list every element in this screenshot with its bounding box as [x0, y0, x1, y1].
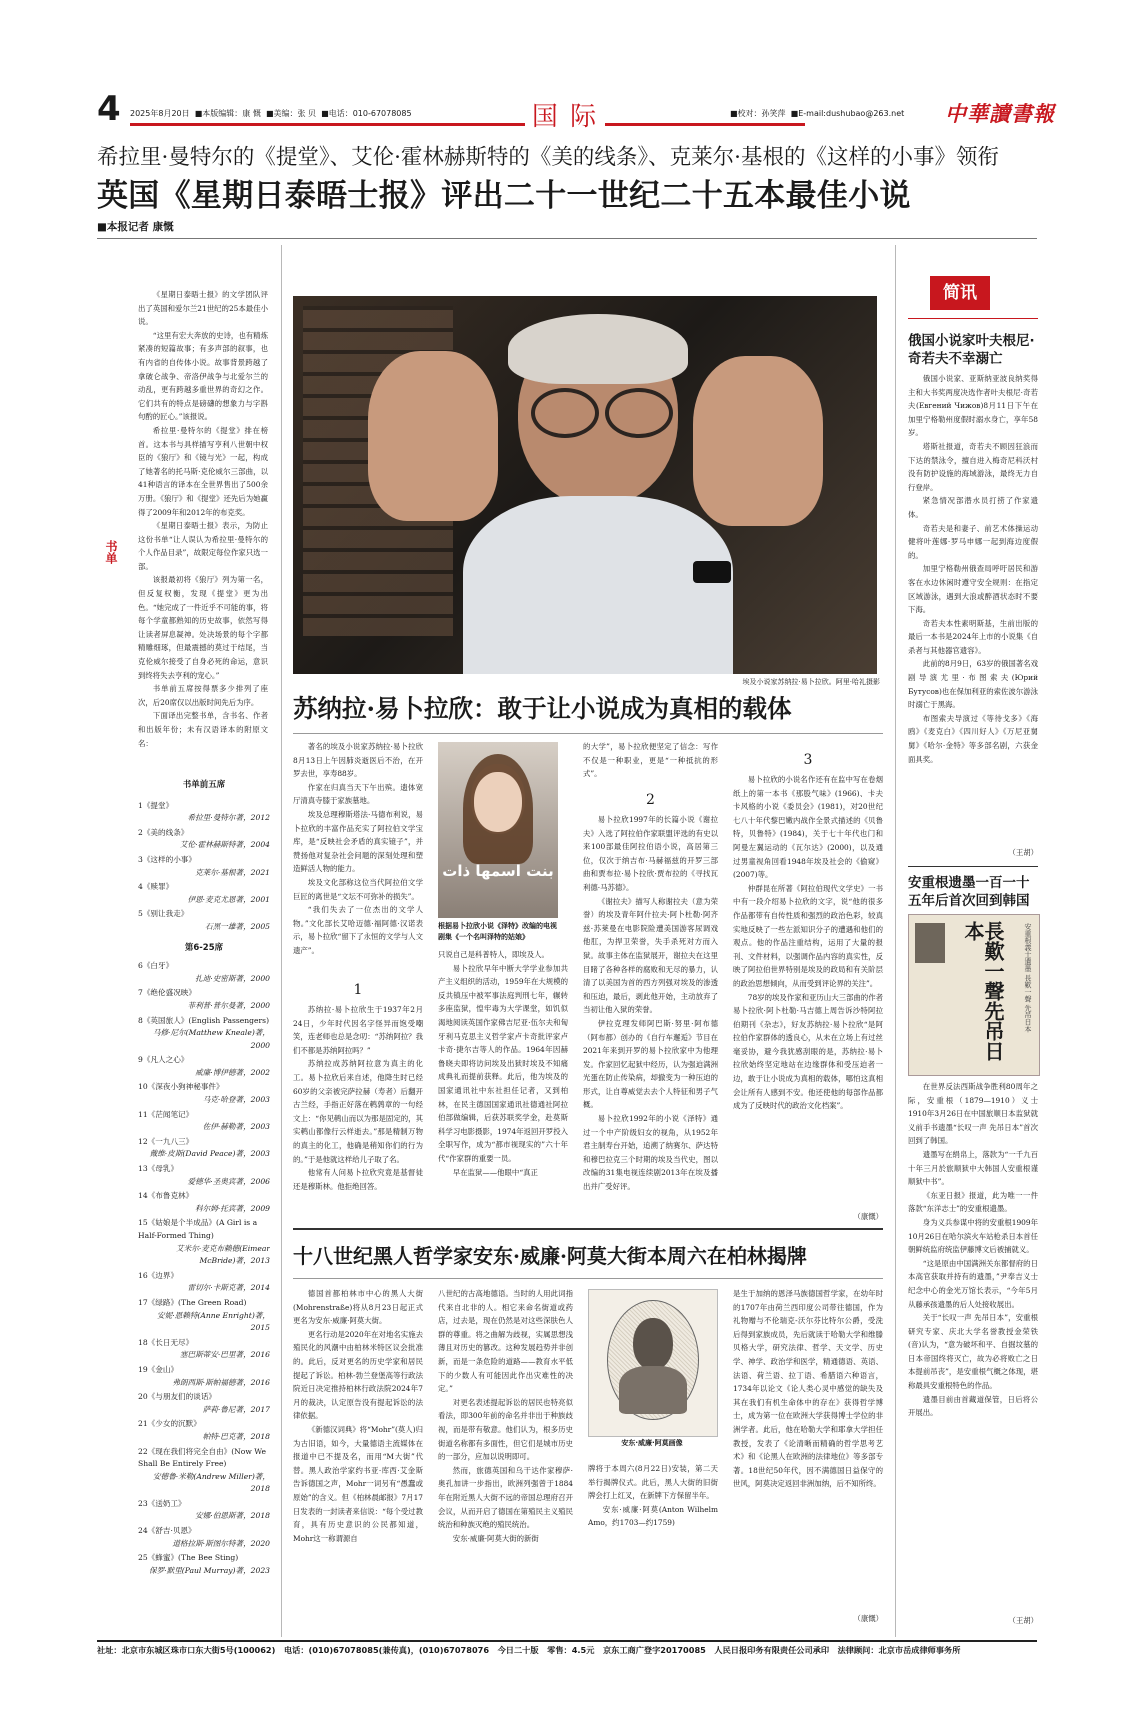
book-author: 爱德华·圣奥宾著，2006: [187, 1176, 270, 1186]
story2-paragraph: 安东·威廉·阿莫(Anton Wilhelm Amo，约1703—约1759): [588, 1504, 718, 1528]
header-designer: ■美编：张 贝: [265, 109, 317, 118]
brief2-paragraph: 遗墨写在绢帛上，落款为“一千九百十年三月於旅顺狱中大韩国人安重根谨顺狱中书”。: [908, 1149, 1038, 1187]
masthead-logo: 中華讀書報: [945, 101, 1055, 126]
book-list-item: [138, 1525, 270, 1550]
story1-paragraph: 伊拉克理发师阿巴斯·努里·阿布德（阿布都）创办的《自行车邂逅》节目在2021年来到开罗的易卜拉欣家中为他理发。作家回忆起狱中经历，认为强迫满洲光蛋在防止传染病，却撤变为一种压迫的形式，让自尊威觉去去个人特征和男子气概。: [583, 1018, 718, 1110]
brief1-paragraph: 俄国小说家、亚斯纳亚波良纳奖得主和大书奖两度决选作者叶夫根尼·奇若夫(Евгений Чижов)8月11日下午在加里宁格勒州度假时溺水身亡，享年58岁。: [908, 374, 1038, 438]
brief1-paragraph: 加里宁格勒州俄查局呼吁居民和游客在水边休闲时遵守安全规则：在指定区域游泳，遇到大浪或醉酒状态时不要下海。: [908, 564, 1038, 615]
book-list-item: [138, 960, 270, 985]
story2-paragraph: 八世纪的古高地德语。当时的人用此词指代来自北非的人。相它来命名街道或药店，过去是，现在仍然是对这些深肤色人群的尊重。将之曲解为歧视，实属思想浅薄且对历史的篡改。这种发展趋势并非创新，而是一条危险的道路——教育水平低下的少数人有可能因此作出灾难性的决定。”: [438, 1289, 573, 1394]
lead-paragraph: 《星期日泰晤士报》表示，为防止这份书单“让人误认为希拉里·曼特尔的个人作品目录”，故限定每位作家只选一部。: [138, 521, 268, 571]
lead-paragraph: “这里有宏大奔放的史诗，也有精炼紧凑的短篇故事；有多声部的叙事，也有内省的自传体小说。故事背景跨越了拿破仑战争、帝洛伊战争与北爱尔兰的动乱，更有跨越多重世界的奇幻之作。它们共有的特点是磅礴的想象力与字斟句酌的匠心。”该报说。: [138, 330, 268, 422]
book-title: 6《白牙》: [138, 961, 174, 971]
footer-issue: 今日二十版: [497, 1645, 539, 1655]
book-author: 安德鲁·米勒(Andrew Miller)著，2018: [153, 1471, 270, 1494]
brief2-paragraph: “这是原由中国满洲关东都督府的日本高官获取并持有的遗墨，”尹奉吉义士纪念中心的金光万馆长表示，“今年5月从藤承孩遗墨的后人处接收展出。: [908, 1258, 1038, 1309]
section-title: 国 际: [531, 102, 599, 132]
story1-col1: [293, 740, 423, 966]
book-list-item: [138, 1217, 270, 1267]
story2-col1: [293, 1287, 423, 1632]
book-title: 17《绿路》(The Green Road): [138, 1297, 247, 1307]
book-author: 雷切尔·卡斯克著，2014: [187, 1283, 270, 1293]
list-heading-rest: 第6-25席: [184, 942, 224, 953]
book-list-item: [138, 1418, 270, 1443]
brief1-paragraph: 布图索夫导演过《等待戈多》《海鸥》《麦克白》《四川好人》《万尼亚舅舅》《哈尔·金特》等多部名剧，六获金面具奖。: [908, 713, 1038, 764]
book-list-item: [138, 1364, 270, 1389]
book-title: 21《少女的沉默》: [138, 1419, 201, 1429]
brief2-paragraph: 《东亚日报》报道，此为唯一一件落款“东洋志士”的安重根遗墨。: [908, 1190, 1038, 1214]
photo-hand-right: [693, 356, 823, 526]
photo-hair: [508, 314, 688, 384]
story1-section-num-1: 1: [353, 982, 363, 998]
portrait-body: [619, 1366, 687, 1414]
story-separator: [293, 1228, 883, 1230]
book-title: 24《舒吉·贝恩》: [138, 1526, 196, 1536]
brief2-paragraph: 关于“长叹一声 先吊日本”，安重根研究专家、庆北大学名誉教授金荣铁(音)认为，“意为破坏和平、自掘坟墓的日本帝国终将灭亡，故为必将败亡之日本提前吊丧”，是安重根气概之体现，堪称最具安重根特色的作品。: [908, 1313, 1038, 1391]
header-editor: ■本版编辑：康 慨: [194, 109, 261, 118]
lead-byline: ■本报记者 康慨: [97, 221, 174, 233]
story1-section-num-3: 3: [803, 752, 813, 768]
story1-headline: 苏纳拉·易卜拉欣：敢于让小说成为真相的载体: [293, 694, 792, 723]
book-author: 戴维·皮斯(David Peace)著，2003: [149, 1149, 270, 1159]
book-title: 7《绝伦盛况映》: [138, 988, 196, 998]
tv-series-caption: 根据易卜拉欣小说《泽特》改编的电视剧集《一个名叫泽特的姑娘》: [438, 922, 557, 941]
book-author: 艾米尔·麦克布赖德(Eimear McBride)著，2013: [176, 1243, 270, 1266]
book-list-item: [138, 1270, 270, 1295]
story1-paragraph: 著名的埃及小说家苏纳拉·易卜拉欣8月13日上午因肺炎逝医后不治，在开罗去世，享寿88岁。: [293, 742, 423, 779]
book-list-item: [138, 1552, 270, 1577]
lead-paragraph: 希拉里·曼特尔的《提堂》排在榜首。这本书与具样描写亨利八世朝中权臣的《狼厅》和《镜与光》一起，构成了她著名的托马斯·克伦威尔三部曲，以41种语言的译本在全世界售出了500余万册。《狼厅》和《提堂》还先后为她赢得了2009年和2012年的布克奖。: [138, 425, 268, 517]
footer-lawyer: 法律顾问：北京市岳成律师事务所: [837, 1645, 961, 1655]
header-meta-left: [130, 108, 460, 119]
lead-kicker: 希拉里·曼特尔的《提堂》、艾伦·霍林赫斯特的《美的线条》、克莱尔·基根的《这样的小事》领衔: [97, 145, 1000, 170]
story1-paragraph: 埃及总理穆斯塔法·马德布利说，易卜拉欣的丰富作品充实了阿拉伯文学宝库，是“反映社会矛盾的真实镜子”，并赞扬他对复杂社会问题的深刻处理和塑造鲜活人物的能力。: [293, 809, 423, 874]
lead-paragraph: 书单前五席按得票多少排列了座次，后20席仅以出版时间先后为序。: [138, 684, 268, 707]
book-author: 帕特·巴克著，2018: [202, 1431, 270, 1441]
brief1-paragraph: 奇若夫本性素明斯基，生前出版的最后一本书是2024年上市的小说集《自杀者与其他器官遗容》。: [908, 618, 1038, 655]
brief1-signature: （王胡）: [1008, 848, 1038, 857]
author-photo: [293, 296, 877, 674]
story1-paragraph: “我们失去了一位杰出的文学人物。”文化部长艾哈迈德·福阿德·汉诺表示，易卜拉欣“留下了永恒的文学与人文遗产”。: [293, 905, 423, 955]
footer-rule: [97, 1640, 1037, 1642]
book-list-item: [138, 1297, 270, 1335]
book-title: 23《送奶工》: [138, 1498, 186, 1508]
story1-paragraph: 早在监狱——他眼中“真正: [452, 1167, 538, 1177]
story1-paragraph: 的大学”，易卜拉欣便坚定了信念：写作不仅是一种职业，更是“一种抵抗的形式”。: [583, 742, 718, 779]
story2-paragraph: 德国首都柏林市中心的黑人大街(Mohrenstraße)将从8月23日起正式更名为安东·威廉·阿莫大街。: [293, 1289, 423, 1326]
book-list-item: [138, 800, 270, 825]
book-title: 1《提堂》: [138, 800, 174, 810]
book-author: 弗朗西斯·斯帕福德著，2016: [172, 1377, 270, 1387]
book-list-item: [138, 908, 270, 933]
story1-paragraph: 《谢拉夫》描写人称谢拉夫（意为荣誉）的埃及青年阿什拉夫·阿卜杜勒·阿齐兹·苏莱曼在电影院险遭美国游客尿调戏他肛，为捍卫荣誉，失手杀死对方而入狱。故事主体在监狱展开，谢拉夫在这里目睹了各种各样的腐败和无尽的暴力，认清了以美国为首的西方列强对埃及的渗透和压迫，最后，剥此他开始，主动放弃了当初让他入狱的荣誉。: [583, 896, 718, 1015]
book-title: 5《别让我走》: [138, 909, 189, 919]
book-title: 15《姑娘是个半成品》(A Girl is a Half-Formed Thing): [138, 1218, 258, 1240]
author-photo-caption: 埃及小说家苏纳拉·易卜拉欣。阿里·哈礼摄影: [742, 678, 880, 686]
lead-paragraph: 《星期日泰晤士报》的文学团队评出了英国和爱尔兰21世纪的25本最佳小说。: [138, 290, 268, 327]
book-author: 科尔姆·托宾著，2009: [195, 1203, 270, 1213]
book-list-item: [138, 1109, 270, 1134]
photo-watch: [693, 561, 731, 583]
book-author: 希拉里·曼特尔著，2012: [187, 813, 270, 823]
header-phone: ■电话：010-67078085: [321, 109, 412, 118]
book-author: 石黑一雄著，2005: [205, 921, 270, 931]
header-proof: ■校对：孙笑萍: [730, 109, 786, 118]
book-author: 佐伊·赫勒著，2003: [202, 1122, 270, 1132]
brief1-paragraph: 奇若夫是和妻子、前艺术体操运动健将叶莲娜·罗马申娜一起到海边度假的。: [908, 523, 1038, 560]
book-title: 4《赎罪》: [138, 882, 174, 892]
calligraphy-portrait: [915, 923, 945, 963]
calligraphy-image: [908, 914, 1040, 1076]
brief2-paragraph: 遗墨目前由首藏道保管，日后将公开展出。: [908, 1394, 1038, 1418]
footer-tel: 电话：(010)67078085(兼传真)，(010)67078076: [283, 1645, 490, 1655]
brief1-paragraph: 塔斯社报道，奇若夫不顾因狂浪而下达的禁泳令，擅自进入梅奇尼科沃村没有防护设施的海域游泳，最终无力自行登岸。: [908, 441, 1038, 492]
book-title: 8《英国旅人》(English Passengers): [138, 1015, 270, 1025]
book-list-item: [138, 1498, 270, 1523]
story1-paragraph: 易卜拉欣1997年的长篇小说《谢拉夫》入选了阿拉伯作家联盟评选的有史以来100部最佳阿拉伯语小说，高居第三位，仅次于纳吉布·马赫福兹的开罗三部曲和贾布拉·易卜拉欣·贾布拉的《寻找瓦利德·马苏德》。: [583, 815, 718, 892]
lead-body: [138, 288, 268, 768]
amo-portrait-caption: 安东·威廉·阿莫画像: [621, 1439, 683, 1447]
footer-printer: 人民日报印务有限责任公司承印: [714, 1645, 830, 1655]
story1-paragraph: 只说自己是科普特人，即埃及人。: [438, 950, 549, 959]
briefs-label: 简讯: [930, 276, 990, 310]
book-author: 扎迪·史密斯著，2000: [195, 973, 270, 983]
book-author: 安妮·恩赖特(Anne Enright)著，2015: [157, 1310, 270, 1333]
footer-address: 社址：北京市东城区珠市口东大街5号(100062): [97, 1645, 276, 1655]
book-author: 马克·哈登著，2003: [202, 1095, 270, 1105]
brief2-paragraph: 身为义兵参谋中将的安重根1909年10月26日在哈尔滨火车站枪杀日本首任朝鲜统监府统监伊藤博文后被捕就义。: [908, 1217, 1038, 1255]
book-list-item: [138, 1136, 270, 1161]
story1-paragraph: 易卜拉欣1992年的小说《泽特》通过一个中产阶级妇女的视角，从1952年君主制寿台开始，追溯了纳赛尔、萨达特和穆巴拉克三个时期的埃及当代史，图以改编的31集电视连续剧2013年在埃及播出并广受好评。: [583, 1114, 718, 1192]
photo-hand-left: [368, 351, 498, 521]
book-title: 20《与朋友们的谈话》: [138, 1392, 217, 1402]
book-author: 保罗·默里(Paul Murray)著，2023: [149, 1565, 270, 1575]
book-title: 18《长日无尽》: [138, 1337, 194, 1347]
book-title: 19《金山》: [138, 1364, 179, 1374]
book-list-item: [138, 854, 270, 879]
story2-col3: [588, 1462, 718, 1632]
header-rule-left: [130, 123, 525, 126]
briefs-rule: [908, 318, 1038, 319]
footer-price: 零售：4.5元: [547, 1645, 595, 1655]
book-title: 12《一九八三》: [138, 1136, 194, 1146]
brief2-body: [908, 1080, 1038, 1610]
book-list-item: [138, 1015, 270, 1053]
amo-portrait: [588, 1289, 718, 1437]
story1-paragraph: 苏纳拉成苏纳阿拉意为真主的化工。易卜拉欣后来自述，他降生时已经60岁的父亲被完萨拉赫（寿者）后翻开古兰经，手指正好落在鹌鹑章的一句经文上：“你见鹌山而以为那是固定的，其实鹌山都像行云样逝去。”那是精制万物的真主的化工，他确是稍知你们的行为的。”于是他就这样给儿子取了名。: [293, 1059, 423, 1164]
book-list: [138, 775, 270, 1630]
brief1-paragraph: 此前的8月9日，63岁的俄国著名戏剧导演尤里·布图索夫(Юрий Бутусов)也在保加利亚的索佐波尔游泳时溺亡于黑海。: [908, 659, 1038, 710]
book-list-item: [138, 1081, 270, 1106]
story1-paragraph: 苏纳拉·易卜拉欣生于1937年2月24日，少年时代因名字怪异而饱受嘲笑，连老师也总是念叨：“苏纳阿拉？我们不都是苏纳阿拉吗？”: [293, 1005, 423, 1055]
book-list-item: [138, 1054, 270, 1079]
book-title: 2《美的线条》: [138, 827, 189, 837]
brief1-body: [908, 372, 1038, 842]
brief1-paragraph: 紧急情况部潜水员打捞了作家遗体。: [908, 496, 1038, 519]
book-list-item: [138, 1337, 270, 1362]
story1-col3: [583, 740, 718, 784]
story1-paragraph: 78岁的埃及作家和亚历山大三部曲的作者易卜拉欣·阿卜杜勒·马吉德上周告诉沙特阿拉伯期刊《杂志》，好友苏纳拉·易卜拉欣“是阿拉伯作家群体的透良心，从未在立场上有过丝毫妥协，避今我犹感刮眼的是，苏纳拉·易卜拉欣始终坚定地站在边缘群体和受压迫者一边，敢于让小说成为真相的载体，哪怕这真相会让所有人感到不安。他还使他的每部作品都成为了反映时代的政治文化档案”。: [733, 992, 883, 1111]
story1-paragraph: 易卜拉欣早年中断大学学业参加共产主义组织的活动，1959年在大规模的反共镇压中被军事法庭判刑七年，辗转多座监狱，惶牢毒为大学课堂，如饥似渴地阅读英国作家佛吉尼亚·伍尔夫和匈牙利马克思主义哲学家卢卡奇批评家卢卡奇·捷尔吉等人的作品。1964年因赫鲁晓夫即将访问埃及出狱时埃及不知痛成典礼而提前获释。此后，他为埃及的国家通讯社中东社担任记者，又到柏林，在民主德国国家通讯社德通社阿拉伯部做编辑，后获苏联奖学金，赴莫斯科学习电影摄影，1974年返回开罗投入全职写作，成为“都市视现实的”六十年代“作家群的重要一员。: [438, 963, 568, 1163]
story1-paragraph: 易卜拉欣的小说名作还有在监中写在卷烟纸上的第一本书《那股气味》(1966)、卡夫卡风格的小说《委员会》(1981)，对20世纪七八十年代黎巴嫩内战作全景式描述的《贝鲁特，贝鲁特》(1984)，关于七十年代也门和阿曼左翼运动的《瓦尔达》(2000)，以及通过男童视角回看1948年埃及社会的《偷窥》(2007)等。: [733, 775, 883, 880]
book-title: 3《这样的小事》: [138, 854, 196, 864]
lead-headline: 英国《星期日泰晤士报》评出二十一世纪二十五本最佳小说: [97, 178, 911, 214]
story2-paragraph: 然而，旅德英国和乌干达作家穆萨·奥孔加讲一步指出，欧洲列强曾于1884年在附近黑人大街不远的帝国总理府召开会议，从而开启了德国在第殖民主义殖民统治和种族灭绝的殖民统治。: [438, 1465, 573, 1530]
book-list-item: [138, 881, 270, 906]
book-list-item: [138, 987, 270, 1012]
photo-glasses: [605, 388, 673, 438]
book-author: 威廉·博伊德著，2002: [195, 1067, 270, 1077]
story1-col4: [733, 773, 883, 1209]
book-list-item: [138, 827, 270, 852]
story2-paragraph: 对更名表述提起诉讼的居民也特亮似看法，即300年前的命名并非出于种族歧视，而是带有敬意。他们认为，根多历史街道名称都有多面性，但它们是城市历史的一部分，应加以说明即可。: [438, 1397, 573, 1462]
story1-col3b: [583, 813, 718, 1221]
portrait-head: [633, 1318, 673, 1370]
col-divider: [281, 245, 282, 1637]
story1-paragraph: 他常有人问易卜拉欣究竟是基督徒还是穆斯林。他拒绝回答。: [293, 1168, 423, 1191]
book-list-item: [138, 1446, 270, 1496]
tv-series-still: [438, 742, 558, 918]
book-title: 11《茫闻笔记》: [138, 1109, 194, 1119]
story2-headline: 十八世纪黑人哲学家安东·威廉·阿莫大街本周六在柏林揭牌: [293, 1244, 807, 1268]
story2-paragraph: 是生于加纳的恩泽马族德国哲学家，在幼年时的1707年由荷兰西印度公司带往德国，作为礼物赠与不伦瑞克-沃尔芬比特尔公爵，受洗后得到家族成员，先后就读于哈勒大学和维滕贝格大学，研究法律、哲学、天文学、历史学、神学、政治学和医学，精通德语、英语、法语、荷兰语、拉丁语、希腊语六种语言，1734年以论文《论人类心灵中感觉的缺失及其在我们有机生命体中的存在》获得哲学博士，成为第一位在欧洲大学获得博士学位的非洲学者。此后，他在哈勒大学和耶拿大学担任教授，发表了《论清晰而精确的哲学思考艺术》和《论黑人在欧洲的法律地位》等多部专著。18世纪50年代，因不满德国日益保守的世风，阿莫决定返回非洲加纳，后不知所终。: [733, 1289, 883, 1489]
story1-signature: （康慨）: [853, 1212, 883, 1221]
briefs-divider: [908, 866, 1038, 867]
story2-paragraph: 牌将于本周六(8月22日)安装，第二天举行揭牌仪式。此后，黑人大街的旧街牌会打上红叉，在新牌下方保留半年。: [588, 1464, 718, 1501]
book-author: 菲利普·普尔曼著，2000: [187, 1000, 270, 1010]
book-title: 10《深夜小狗神秘事件》: [138, 1082, 224, 1092]
brief2-title: 安重根遗墨一百一十五年后首次回到韩国: [908, 875, 1030, 909]
book-author: 克莱尔·基根著，2021: [195, 867, 270, 877]
side-label: 书单: [104, 540, 118, 564]
story2-rule: [293, 1278, 883, 1279]
brief1-title: 俄国小说家叶夫根尼·奇若夫不幸溺亡: [908, 333, 1035, 367]
story1-rule: [293, 733, 883, 734]
footer: [97, 1645, 1042, 1656]
book-author: 萨莉·鲁尼著，2017: [202, 1404, 270, 1414]
story1-col2: [438, 948, 568, 1221]
still-title: بنت اسمها ذات: [442, 862, 554, 880]
calligraphy-text: 長歎一聲先吊日本: [961, 921, 1005, 1061]
page-number: 4: [97, 89, 121, 129]
story1-paragraph: 埃及文化部称这位当代阿拉伯文学巨匠的离世是“文坛不可弥补的损失”。: [293, 877, 423, 901]
book-title: 9《凡人之心》: [138, 1055, 189, 1065]
lead-rule: [97, 238, 1037, 239]
book-list-item: [138, 1163, 270, 1188]
book-author: 艾伦·霍林赫斯特著，2004: [179, 840, 270, 850]
header-email: ■E-mail:dushubao@263.net: [790, 109, 905, 118]
story1-section-num-2: 2: [646, 792, 655, 808]
story2-col2: [438, 1287, 573, 1632]
story2-signature: （康慨）: [853, 1614, 883, 1623]
book-author: 塞巴斯蒂安·巴里著，2016: [179, 1350, 270, 1360]
footer-license: 京东工商广登字20170085: [602, 1645, 706, 1655]
list-heading-top5: 书单前五席: [182, 780, 226, 790]
story1-paragraph: 作家在归真当天下午出殡。遗体宽厅清真寺膝于家族墓地。: [293, 782, 423, 806]
book-list-item: [138, 1391, 270, 1416]
col-divider: [895, 245, 896, 1637]
book-author: 马修·尼尔(Matthew Kneale)著，2000: [152, 1028, 270, 1050]
calligraphy-inscription: 安重根義士遺墨 長歎一聲 先吊日本: [1024, 923, 1032, 1033]
brief2-signature: （王胡）: [1008, 1616, 1038, 1625]
header-rule-right: [605, 123, 805, 126]
book-list-item: [138, 1190, 270, 1215]
story2-paragraph: 安东·威廉·阿莫大街的新街: [452, 1533, 539, 1543]
header-meta-right: [730, 108, 904, 119]
book-title: 25《蜂蜜》(The Bee Sting): [138, 1553, 239, 1563]
book-title: 22《现在我们将完全自由》(Now We Shall Be Entirely Free): [138, 1446, 266, 1469]
story2-paragraph: 《新德汉词典》将“Mohr”(莫人)归为古旧语，如今，大量德语主流媒体在报道中已不提及名，而用“M大街”代替。黑人政治学家约书亚·库西·艾金斯告诉德国之声，Mohr一词另有“愚蠢或原始”的含义。但《柏林晨邮报》7月17日发表的一封读者来信说：“每个受过教育，具有历史意识的公民都知道，Mohr这一称谓源自: [293, 1424, 423, 1543]
story1-paragraph: 仲群昆在所著《阿拉伯现代文学史》一书中有一段介绍易卜拉欣的文字，说“他的很多作品都带有自传性质和强烈的政治色彩，较真实地反映了一些左派知识分子的遭遇和他们的观点。他的作品注重结构，运用了大量的报刊、文件材料，以强调作品内容的真实性，反映了阿拉伯世界特别是埃及的政局和有关阶层的政治思想倾向，从而受到评论界的关注”。: [733, 883, 883, 988]
lead-paragraph: 该报最初将《狼厅》列为第一名，但反复权衡，发现《提堂》更为出色。“她完成了一件近乎不可能的事，将每个学童都熟知的历史故事，依然写得让读者屏息凝神。处决场景的每个字都精雕细琢，但最震撼的莫过于结尾，当克伦威尔接受了自身必死的命运，意识到终将失去亨利的宠心。”: [138, 575, 268, 680]
photo-shirt: [463, 496, 733, 674]
book-author: 道格拉斯·斯图尔特著，2020: [172, 1538, 270, 1548]
photo-glasses: [531, 388, 599, 438]
story1-col1b: [293, 1003, 423, 1221]
lead-paragraph: 下面译出完整书单，含书名、作者和出版年份；未有汉语译本的附原文名：: [138, 711, 268, 748]
story2-paragraph: 更名行动是2020年在对地名实施去殖民化的风潮中由柏林米特区议会批准的。此后，反对更名的历史学家和居民提起了诉讼。柏林-勃兰登堡高等行政法院近日决定推持柏林行政法院2024年7月的裁决，认定原告没有提起诉讼的法律依据。: [293, 1329, 423, 1421]
brief2-paragraph: 在世界反法西斯战争胜利80周年之际，安重根（1879—1910）义士1910年3月26日在中国旅顺日本监狱就义前手书遗墨“长叹一声 先吊日本”首次回到了韩国。: [908, 1082, 1038, 1146]
book-author: 伊恩·麦克尤恩著，2001: [187, 894, 270, 904]
book-title: 13《母乳》: [138, 1164, 179, 1174]
still-face: [474, 772, 522, 832]
book-title: 16《边界》: [138, 1270, 179, 1280]
story2-col4: [733, 1287, 883, 1612]
book-title: 14《布鲁克林》: [138, 1191, 194, 1201]
header-date: 2025年8月20日: [130, 109, 190, 118]
book-author: 安娜·伯恩斯著，2018: [195, 1511, 270, 1521]
